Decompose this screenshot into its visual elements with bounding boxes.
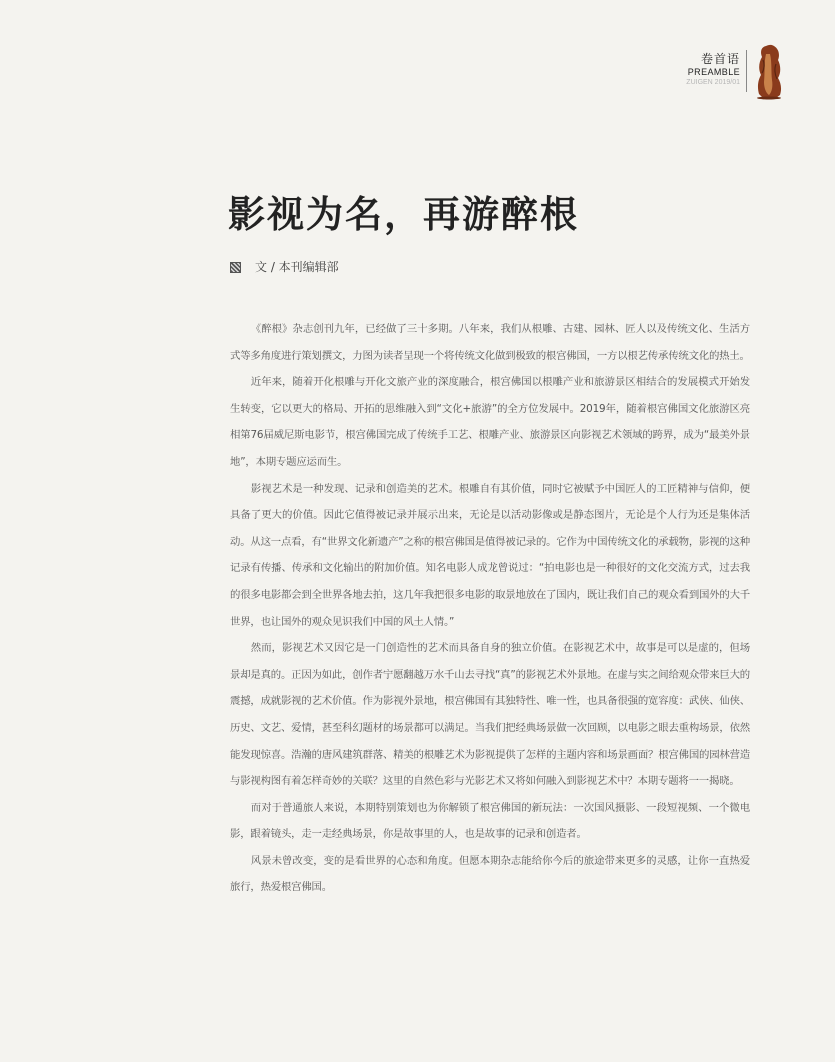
article-body bbox=[230, 316, 750, 901]
section-name-en: PREAMBLE bbox=[687, 67, 740, 77]
issue-label: ZUIGEN 2019/01 bbox=[686, 79, 740, 86]
byline bbox=[230, 259, 339, 275]
body-paragraph: 而对于普通旅人来说，本期特别策划也为你解锁了根宫佛国的新玩法：一次国风摄影、一段短视频、一个微电影，跟着镜头，走一走经典场景，你是故事里的人，也是故事的记录和创造者。 bbox=[230, 801, 750, 841]
body-paragraph: 然而，影视艺术又因它是一门创造性的艺术而具备自身的独立价值。在影视艺术中，故事是可以是虚的，但场景却是真的。正因为如此，创作者宁愿翻越万水千山去寻找“真”的影视艺术外景地。在虚与实之间给观众带来巨大的震撼，成就影视的艺术价值。作为影视外景地，根宫佛国有其独特性、唯一性，也具备很强的宽容度：武侠、仙侠、历史、文艺、爱情，甚至科幻题材的场景都可以满足。当我们把经典场景做一次回顾，以电影之眼去重构场景，依然能发现惊喜。浩瀚的唐风建筑群落、精美的根雕艺术为影视提供了怎样的主题内容和场景画面？根宫佛国的园林营造与影视构图有着怎样奇妙的关联？这里的自然色彩与光影艺术又将如何融入到影视艺术中？本期专题将一一揭晓。 bbox=[230, 642, 750, 788]
body-paragraph: 风景未曾改变，变的是看世界的心态和角度。但愿本期杂志能给你今后的旅途带来更多的灵感，让你一直热爱旅行，热爱根宫佛国。 bbox=[230, 854, 750, 894]
hatched-square-icon bbox=[230, 262, 241, 273]
header-divider bbox=[746, 50, 747, 92]
body-paragraph: 影视艺术是一种发现、记录和创造美的艺术。根雕自有其价值，同时它被赋予中国匠人的工匠精神与信仰，便具备了更大的价值。因此它值得被记录并展示出来，无论是以活动影像或是静态图片，无论是个人行为还是集体活动。从这一点看，有“世界文化新遗产”之称的根宫佛国是值得被记录的。它作为中国传统文化的承载物，影视的这种记录有传播、传承和文化输出的附加价值。知名电影人成龙曾说过：“拍电影也是一种很好的文化交流方式，过去我的很多电影都会到全世界各地去拍，这几年我把很多电影的取景地放在了国内，既让我们自己的观众看到国外的大千世界，也让国外的观众见识我们中国的风土人情。” bbox=[230, 482, 750, 628]
article-title: 影视为名，再游醉根 bbox=[228, 192, 579, 236]
root-carving-icon bbox=[752, 42, 786, 100]
body-paragraph: 《醉根》杂志创刊九年，已经做了三十多期。八年来，我们从根雕、古建、园林、匠人以及传统文化、生活方式等多角度进行策划撰文，力图为读者呈现一个将传统文化做到极致的根宫佛国，一方以根艺传承传统文化的热土。 bbox=[230, 323, 750, 362]
byline-text: 文 / 本刊编辑部 bbox=[255, 260, 339, 274]
section-name-cn: 卷首语 bbox=[700, 52, 740, 66]
section-header bbox=[686, 52, 740, 88]
body-paragraph: 近年来，随着开化根雕与开化文旅产业的深度融合，根宫佛国以根雕产业和旅游景区相结合的发展模式开始发生转变，它以更大的格局、开拓的思维融入到“文化+旅游”的全方位发展中。2019年，随着根宫佛国文化旅游区亮相第76届威尼斯电影节，根宫佛国完成了传统手工艺、根雕产业、旅游景区向影视艺术领域的跨界，成为“最美外景地”，本期专题应运而生。 bbox=[230, 376, 750, 468]
